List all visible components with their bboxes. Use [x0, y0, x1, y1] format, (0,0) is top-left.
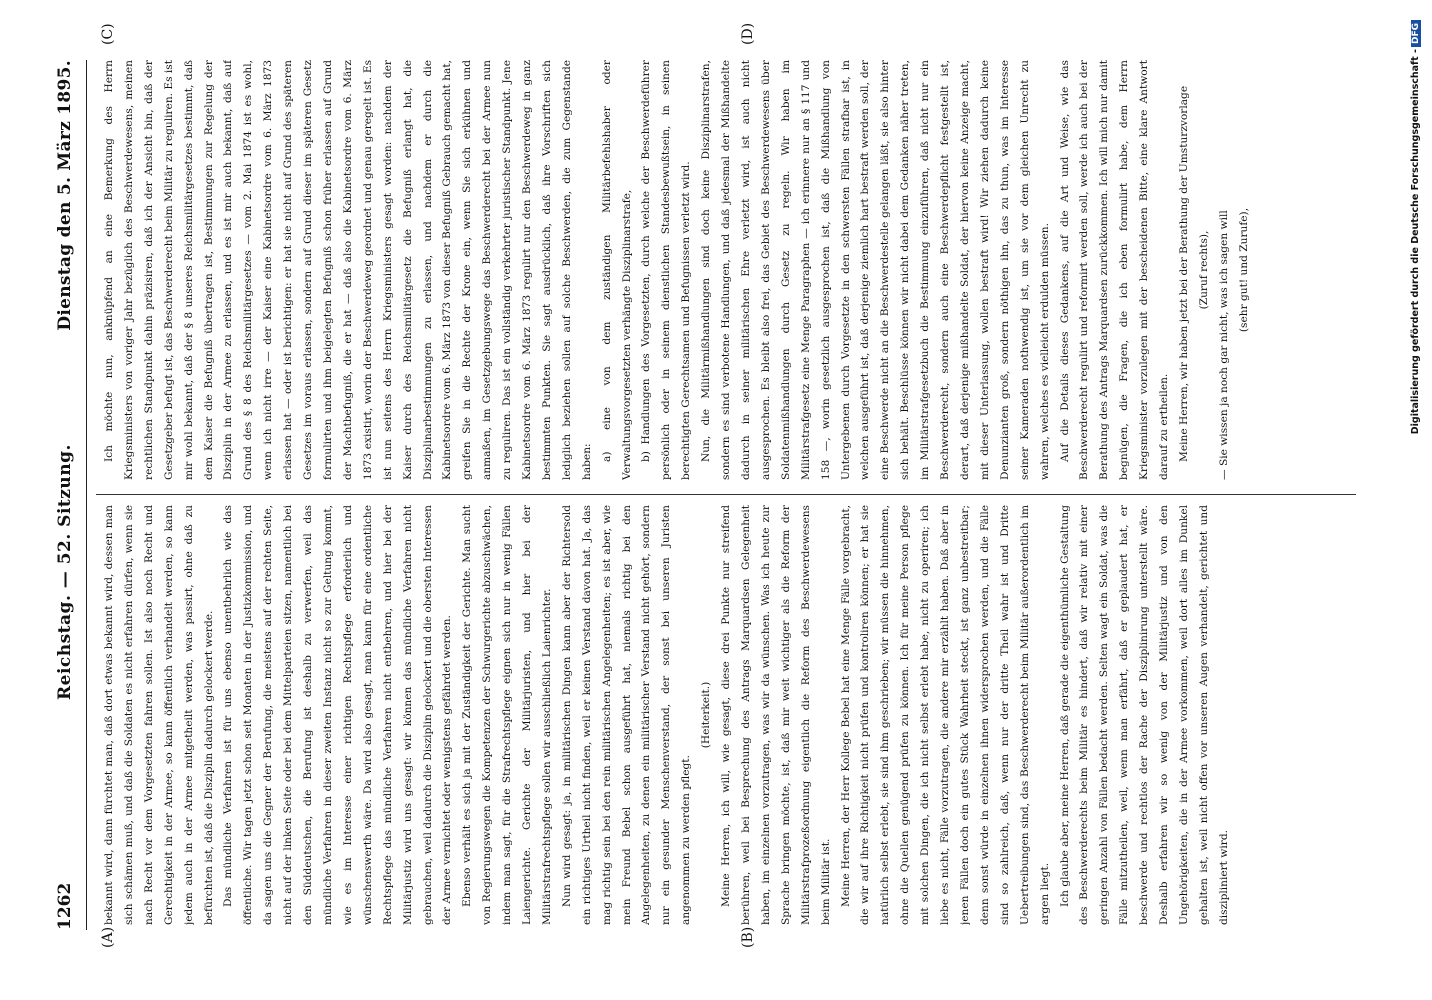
dfg-logo: DFG	[1411, 20, 1421, 47]
paragraph: Ich glaube aber, meine Herren, daß gerade die eigenthümliche Gestaltung des Beschwerderechts beim Militär es hindert, daß wir relativ mit einer geringen Anzahl von Fällen bedacht werden. Selten wagt ein Soldat, was die Fälle mitzutheilen, weil, wenn man erfährt, daß er geplaudert hat, er beschwerde und rechtlos der Rache der Disziplinirung unterstellt wäre. Deshalb erfahren wir so wenig von der Militärjustiz und von den Ungehörigkeiten, die in der Armee vorkommen, weil dort alles im Dunkel gehalten ist, weil nicht offen vor unseren Augen verhandelt, gerichtet und diszipliniert wird.	[1058, 505, 1230, 925]
list-item: a) eine von dem zuständigen Militärbefehlshaber oder Verwaltungsvorgesetzten verhängte Disziplinarstrafe,	[600, 60, 633, 480]
page-header	[55, 60, 95, 930]
paragraph: Nun, die Militärmißhandlungen sind doch keine Disziplinarstrafen, sondern es sind verbotene Handlungen, und daß jedesmal der Mißhandelte dadurch in seiner militärischen Ehre verletzt wird, ist auch nicht ausgesprochen. Es bleibt also frei, das Gebiet des Beschwerdewesens über Soldatenmißhandlungen durch Gesetz zu regeln. Wir haben im Militärstrafgesetz eine Menge Paragraphen — ich erinnere nur an § 117 und 158 —, worin gesetzlich ausgesprochen ist, daß die Mißhandlung von Untergebenen durch Vorgesetzte in den schwersten Fällen strafbar ist, in welchen ausgeführt ist, daß derjenige ziemlich hart bestraft werden soll, der eine Beschwerde nicht an die Beschwerdestelle gelangen läßt, sie also hinter sich behält. Beschlüsse können wir nicht dabei dem Gedanken näher treten, im Militärstrafgesetzbuch die Bestimmung einzuführen, daß nicht nur ein Beschwerderecht, sondern auch eine Beschwerdepflicht festgestellt ist, derart, daß derjenige mißhandelte Soldat, der hiervon keine Anzeige macht, mit dieser Unterlassung, wollen bestraft wird! Wir ziehen dadurch keine Denunzianten groß, sondern nöthigen ihn, das zu thun, was im Interesse seiner Kameraden nothwendig ist, um sie vor dem gleichen Unrecht zu wahren, welches es vielleicht erdulden müssen.	[700, 60, 1051, 480]
margin-marker-a: (A)	[100, 926, 116, 948]
credit-text: Digitalisierung gefördert durch die Deutsche Forschungsgemeinschaft -	[1410, 49, 1421, 435]
paragraph: Nun wird gesagt: ja, in militärischen Dingen kann aber der Richtersold ein richtiges Urtheil nicht finden, weil er keinen Verstand davon hat. Ja, das mag richtig sein bei den rein militärischen Angelegenheiten; es ist aber, wie mein Freund Bebel schon ausgeführt hat, niemals richtig bei den Angelegenheiten, zu denen ein militärischer Verstand nicht gehört, sondern nur ein gesunder Menschenverstand, der sonst bei unseren Juristen angenommen zu werden pflegt.	[560, 505, 693, 925]
paragraph: Meine Herren, ich will, wie gesagt, diese drei Punkte nur streifend berühren, weil bei Besprechung des Antrags Marquardsen Gelegenheit haben, im einzelnen vorzutragen, was wir da wünschen. Was ich heute zur Sprache bringen möchte, ist, daß mir weit wichtiger als die Reform der Militärstrafprozeßordnung eigentlich die Reform des Beschwerdewesens beim Militär ist.	[720, 505, 832, 925]
paragraph: Ich möchte nun, anknüpfend an eine Bemerkung des Herrn Kriegsministers von voriger Jahr bezüglich des Beschwerdewesens, meinen rechtlichen Standpunkt dahin präzisiren, daß ich der Ansicht bin, daß der Gesetzgeber befugt ist, das Beschwerderecht beim Militär zu reguliren. Es ist mir wohl bekannt, daß der § 8 unseres Reichsmilitärgesetzes bestimmt, daß dem Kaiser die Befugniß übertragen ist, Bestimmungen zur Regelung der Disziplin in der Armee zu erlassen, und es ist mir auch bekannt, daß auf Grund des § 8 des Reichsmilitärgesetzes — vom 2. Mai 1874 ist es wohl, wenn ich nicht irre — der Kaiser eine Kabinetsordre vom 6. März 1873 erlassen hat — oder ist berichtigen: er hat sie nicht auf Grund des späteren Gesetzes im voraus erlassen, sondern auf Grund dieser im späteren Gesetz formulirten und ihm beigelegten Befugniß schon früher erlassen auf Grund der Machtbefugniß, die er hat — daß also die Kabinetsordre vom 6. März 1873 existirt, worin der Beschwerdeweg geordnet und genau geregelt ist. Es ist nun seitens des Herrn Kriegsministers gesagt worden: nachdem der Kaiser durch des Reichsmilitärgesetz die Befugniß erlangt hat, die Disziplinarbestimmungen zu erlassen, und nachdem er durch die Kabinetsordre vom 6. März 1873 von dieser Befugniß Gebrauch gemacht hat, greifen Sie in die Rechte der Krone ein, wenn Sie sich erkühnen und anmaßen, im Gesetzgebungswege das Beschwerderecht bei der Armee nun zu reguliren. Das ist ein vollständig verkehrter juristischer Standpunkt. Jene Kabinetsordre vom 6. März 1873 regulirt nur den Beschwerdeweg in ganz bestimmten Punkten. Sie sagt ausdrücklich, daß ihre Vorschriften sich lediglich beziehen sollen auf solche Beschwerden, die zum Gegenstande haben:	[103, 60, 593, 480]
list-item: b) Handlungen des Vorgesetzten, durch welche der Beschwerdeführer persönlich oder in seinem dienstlichen Standesbewußtsein, in seinen berechtigten Gerechtsamen und Befugnissen verletzt wird.	[640, 60, 693, 480]
interjection: (sehr gut! und Zurufe),	[1237, 207, 1250, 333]
interjection: (Heiterkeit.)	[700, 681, 713, 749]
digitization-credit	[1410, 20, 1421, 1000]
paragraph: Ebenso verhält es sich ja mit der Zuständigkeit der Gerichte. Man sucht von Regierungswegen die Kompetenzen der Schwurgerichte abzuschwächen, indem man sagt, für die Strafrechtspflege eignen sich nur in wenig Fällen Laiengerichte. Gerichte der Militärjuristen, und hier bei der Militärstrafrechtspflege sollen wir ausschließlich Laienrichter.	[461, 505, 553, 925]
paragraph: — Sie wissen ja noch gar nicht, was ich sagen will	[1217, 210, 1230, 480]
column-divider	[96, 494, 1356, 495]
paragraph: bekannt wird, dann fürchtet man, daß dort etwas bekannt wird, dessen man sich schämen muß, und daß die Soldaten es nicht erfahren dürfen, wenn sie nach Recht vor dem Vorgesetzten fahren sollen. Ist also noch Recht und Gerechtigkeit in der Armee, so kann öffentlich verhandelt werden, so kann jedem auch in der Armee mitgetheilt werden, was passirt, ohne daß zu befürchten ist, daß die Disziplin dadurch gelockert werde.	[103, 505, 215, 925]
left-column	[100, 505, 1360, 925]
paragraph: Auf die Details dieses Gedankens, auf die Art und Weise, wie das Beschwerderecht regulirt und reformirt werden soll, werde ich auch bei der Berathung des Antrags Marquardsen zurückkommen. Ich will mich nur damit begnügen, die Fragen, die ich eben formulirt habe, dem Herrn Kriegsminister vorzulegen mit der bescheidenen Bitte, eine klare Antwort darauf zu ertheilen.	[1058, 60, 1171, 480]
margin-marker-c: (C)	[100, 23, 116, 45]
right-column	[100, 60, 1360, 480]
margin-marker-d: (D)	[740, 22, 756, 45]
paragraph: Meine Herren, wir haben jetzt bei der Berathung der Umsturzvorlage	[1177, 85, 1190, 462]
page-number: 1262	[55, 882, 75, 930]
paragraph: Das mündliche Verfahren ist für uns ebenso unentbehrlich wie das öffentliche. Wir tagen jetzt schon seit Monaten in der Justizkommission, und da sagen uns die Gegner der Berufung, die meistens auf der rechten Seite, nicht auf der linken Seite oder bei dem Mittelparteien sitzen, namentlich bei den Süddeutschen, die Berufung ist deshalb zu verwerfen, weil das mündliche Verfahren in dieser zweiten Instanz nicht so zur Geltung kommt, wie es im Interesse einer richtigen Rechtspflege erforderlich und wünschenswerth wäre. Da wird also gesagt, man kann für eine ordentliche Rechtspflege das mündliche Verfahren nicht entbehren, und hier bei der Militärjustiz wird uns gesagt: wir können das mündliche Verfahren nicht gebrauchen, weil dadurch die Disziplin gelockert und die obersten Interessen der Armee vernichtet oder wenigstens gefährdet werden.	[222, 505, 454, 925]
margin-marker-b: (B)	[740, 926, 756, 948]
interjection: (Zuruf rechts),	[1197, 230, 1210, 310]
paragraph: Meine Herren, der Herr Kollege Bebel hat eine Menge Fälle vorgebracht, die wir auf ihre Richtigkeit nicht prüfen und kontroliren können; er hat sie natürlich selbst erlebt, sie sind ihm geschrieben; wir müssen die hinnehmen, ohne die Quellen genügend prüfen zu können. Ich für meine Person pflege mit solchen Dingen, die ich nicht selbst erlebt habe, nicht zu operiren; ich liebe es nicht, Fälle vorzutragen, die andere mir erzählt haben. Daß aber in jenen Fällen doch ein gutes Stück Wahrheit steckt, ist ganz unbestreitbar; denn sonst würde in einzelnen ihnen widersprochen werden, und die Fälle sind so zahlreich, daß, wenn nur der dritte Theil wahr ist und Dritte Uebertreibungen sind, das Beschwerderecht beim Militär außerordentlich im argen liegt.	[839, 505, 1051, 925]
session-date: Dienstag den 5. März 1895.	[55, 60, 75, 331]
session-title: Reichstag. — 52. Sitzung.	[55, 444, 75, 700]
header-rule	[86, 60, 87, 930]
